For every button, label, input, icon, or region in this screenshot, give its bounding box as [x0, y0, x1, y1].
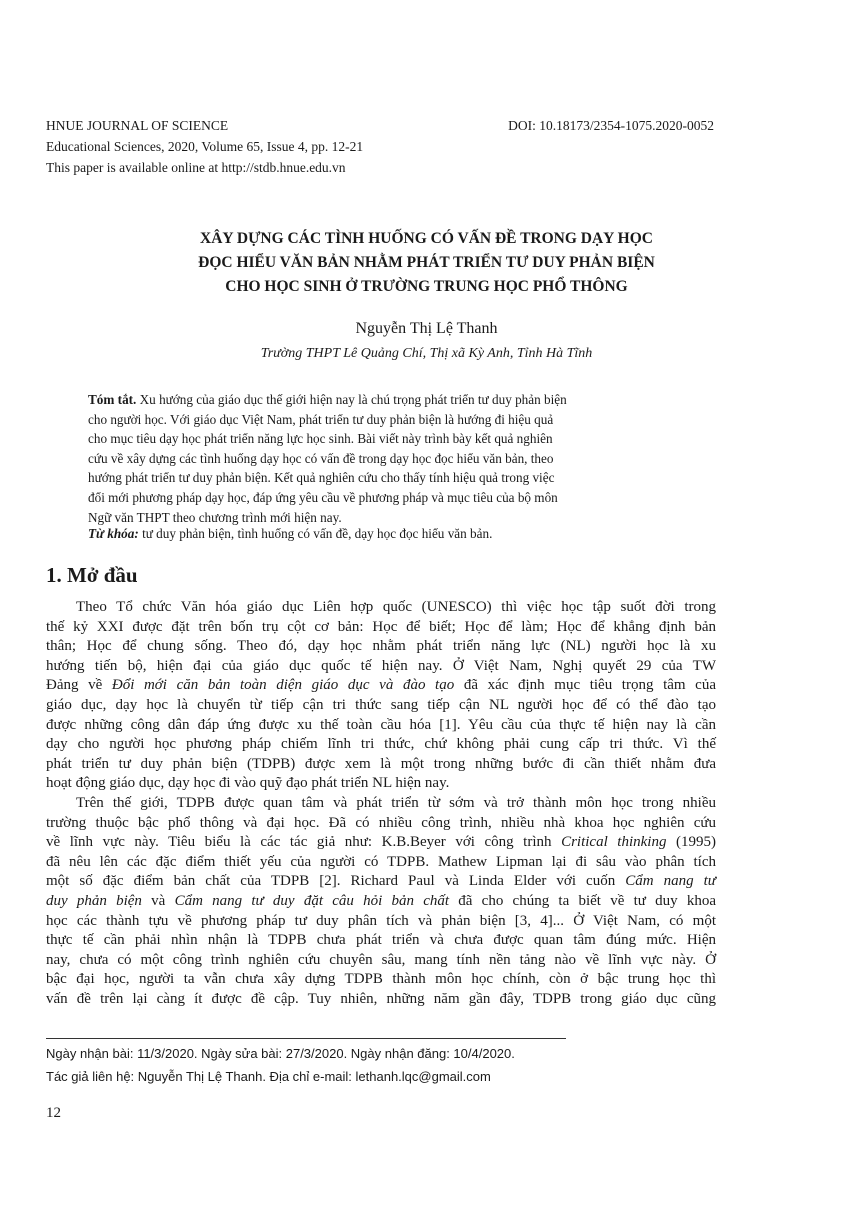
paper-title [60, 227, 793, 299]
author-name: Nguyễn Thị Lệ Thanh [355, 320, 498, 337]
body-line: thân; Học để chung sống. Theo đó, dạy học nhằm phát triển năng lực (NL) người học là xu [46, 638, 716, 655]
body-line: Theo Tổ chức Văn hóa giáo dục Liên hợp quốc (UNESCO) thì việc học tập suốt đời trong [76, 599, 716, 615]
body-line: Trên thế giới, TDPB được quan tâm và phát triển từ sớm và trở thành môn học trong nhiều [76, 794, 716, 811]
keywords-label: Từ khóa: [88, 526, 139, 541]
doi: DOI: 10.18173/2354-1075.2020-0052 [508, 118, 714, 133]
body-line: thực tế cần phải nhìn nhận là TDPB chưa phát triển và chưa được quan tâm đúng mức. Hiện [46, 932, 716, 949]
footnote-contact: Tác giả liên hệ: Nguyễn Thị Lệ Thanh. Địa chỉ e-mail: lethanh.lqc@gmail.com [46, 1069, 491, 1084]
body-line: thế kỷ XXI được đặt trên bốn trụ cột cơ bản: Học để biết; Học để làm; Học để khẳng định bản [46, 618, 716, 635]
title-line: CHO HỌC SINH Ở TRƯỜNG TRUNG HỌC PHỔ THÔNG [225, 278, 628, 295]
body-line: giáo dục, dạy học là chuyển từ tiếp cận tri thức sang tiếp cận NL người học để có thể đào tạo [46, 696, 716, 713]
body-line: học các thành tựu về phương pháp tư duy phân tích và phản biện [3, 4]... Ở Việt Nam, có một [46, 912, 716, 929]
abstract-label: Tóm tắt. [88, 392, 137, 407]
body-line: nay, chưa có một công trình nghiên cứu chuyên sâu, mang tính nền tảng nào về lĩnh vực này. Ở [46, 951, 716, 968]
body-line: Đảng về Đổi mới căn bản toàn diện giáo dục và đào tạo đã xác định mục tiêu trọng tâm của [46, 677, 716, 694]
title-line: ĐỌC HIỂU VĂN BẢN NHẰM PHÁT TRIỂN TƯ DUY PHẢN BIỆN [198, 254, 655, 271]
title-line: XÂY DỰNG CÁC TÌNH HUỐNG CÓ VẤN ĐỀ TRONG DẠY HỌC [200, 230, 653, 247]
body-line: vấn đề trên lại càng ít được đề cập. Tuy nhiên, những năm gần đây, TDPB trong giáo dục cũng [46, 990, 716, 1007]
body-line: hướng tiến bộ, hiện đại của giáo dục quốc tế hiện nay. Ở Việt Nam, Nghị quyết 29 của TW [46, 657, 716, 674]
body-line: dạy cho người học phương pháp chiếm lĩnh tri thức, chứ không phải cung cấp tri thức. Vì thế [46, 736, 716, 753]
abstract-line: Ngữ văn THPT theo chương trình mới hiện nay. [88, 509, 342, 525]
body-line: trường thuộc bậc phổ thông và đại học. Đã có nhiều công trình, nhiều nhà khoa học nghiên cứu [46, 814, 716, 831]
abstract-line: cho mục tiêu dạy học phát triển năng lực học sinh. Bài viết này trình bày kết quả nghiên [88, 431, 553, 447]
body-line: bậc đại học, người ta vẫn chưa xây dựng TDPB thành môn học chính, còn ở bậc trung học thì [46, 971, 716, 988]
abstract-line: cho người học. Với giáo dục Việt Nam, phát triển tư duy phản biện là hướng đi hiệu quả [88, 411, 554, 427]
body-line: đã nêu lên các đặc điểm thiết yếu của người có TDPB. Mathew Lipman lại đi sâu vào phân tích [46, 853, 716, 870]
keywords [88, 526, 688, 542]
abstract-line: cứu về xây dựng các tình huống dạy học có vấn đề trong dạy học đọc hiểu văn bản, theo [88, 450, 554, 466]
volume-info: Educational Sciences, 2020, Volume 65, Issue 4, pp. 12-21 [46, 139, 364, 154]
body-line: duy phản biện và Cẩm nang tư duy đặt câu hỏi bản chất đã cho chúng ta biết về tư duy khoa [46, 892, 716, 909]
body-line: hoạt động giáo dục, dạy học đi vào quỹ đạo phát triển NL hiện nay. [46, 775, 450, 792]
body-line: phát triển tư duy phản biện (TDPB) được xem là một trong những bước đi cần thiết nhằm đưa [46, 755, 716, 772]
journal-name: HNUE JOURNAL OF SCIENCE [46, 118, 229, 133]
body-line: một số đặc điểm bản chất của TDPB [2]. Richard Paul và Linda Elder với cuốn Cẩm nang tư [46, 873, 716, 890]
page-number: 12 [46, 1105, 61, 1121]
body-line: được những công dân đáp ứng được xu thế toàn cầu hóa [1]. Yêu cầu của thực tế hiện nay là cần [46, 716, 716, 733]
abstract-line: Tóm tắt. Xu hướng của giáo dục thế giới hiện nay là chú trọng phát triển tư duy phản biện [88, 392, 567, 407]
footnote-rule [46, 1038, 566, 1039]
online-info: This paper is available online at http://stdb.hnue.edu.vn [46, 160, 346, 175]
abstract [88, 390, 674, 527]
section-heading: 1. Mở đầu [46, 563, 138, 587]
footnote-dates: Ngày nhận bài: 11/3/2020. Ngày sửa bài: 27/3/2020. Ngày nhận đăng: 10/4/2020. [46, 1046, 515, 1061]
keywords-text: tư duy phản biện, tình huống có vấn đề, dạy học đọc hiểu văn bản. [138, 526, 493, 541]
abstract-line: đổi mới phương pháp dạy học, đáp ứng yêu cầu về phương pháp và mục tiêu của bộ môn [88, 489, 558, 505]
section-body [46, 598, 716, 1009]
affiliation: Trường THPT Lê Quảng Chí, Thị xã Kỳ Anh, Tỉnh Hà Tĩnh [260, 346, 593, 361]
abstract-line: hướng phát triển tư duy phản biện. Kết quả nghiên cứu cho thấy tính hiệu quả trong việc [88, 470, 555, 486]
body-line: về lĩnh vực này. Tiêu biểu là các tác giả như: K.B.Beyer với công trình Critical thinking (1995) [46, 834, 716, 851]
